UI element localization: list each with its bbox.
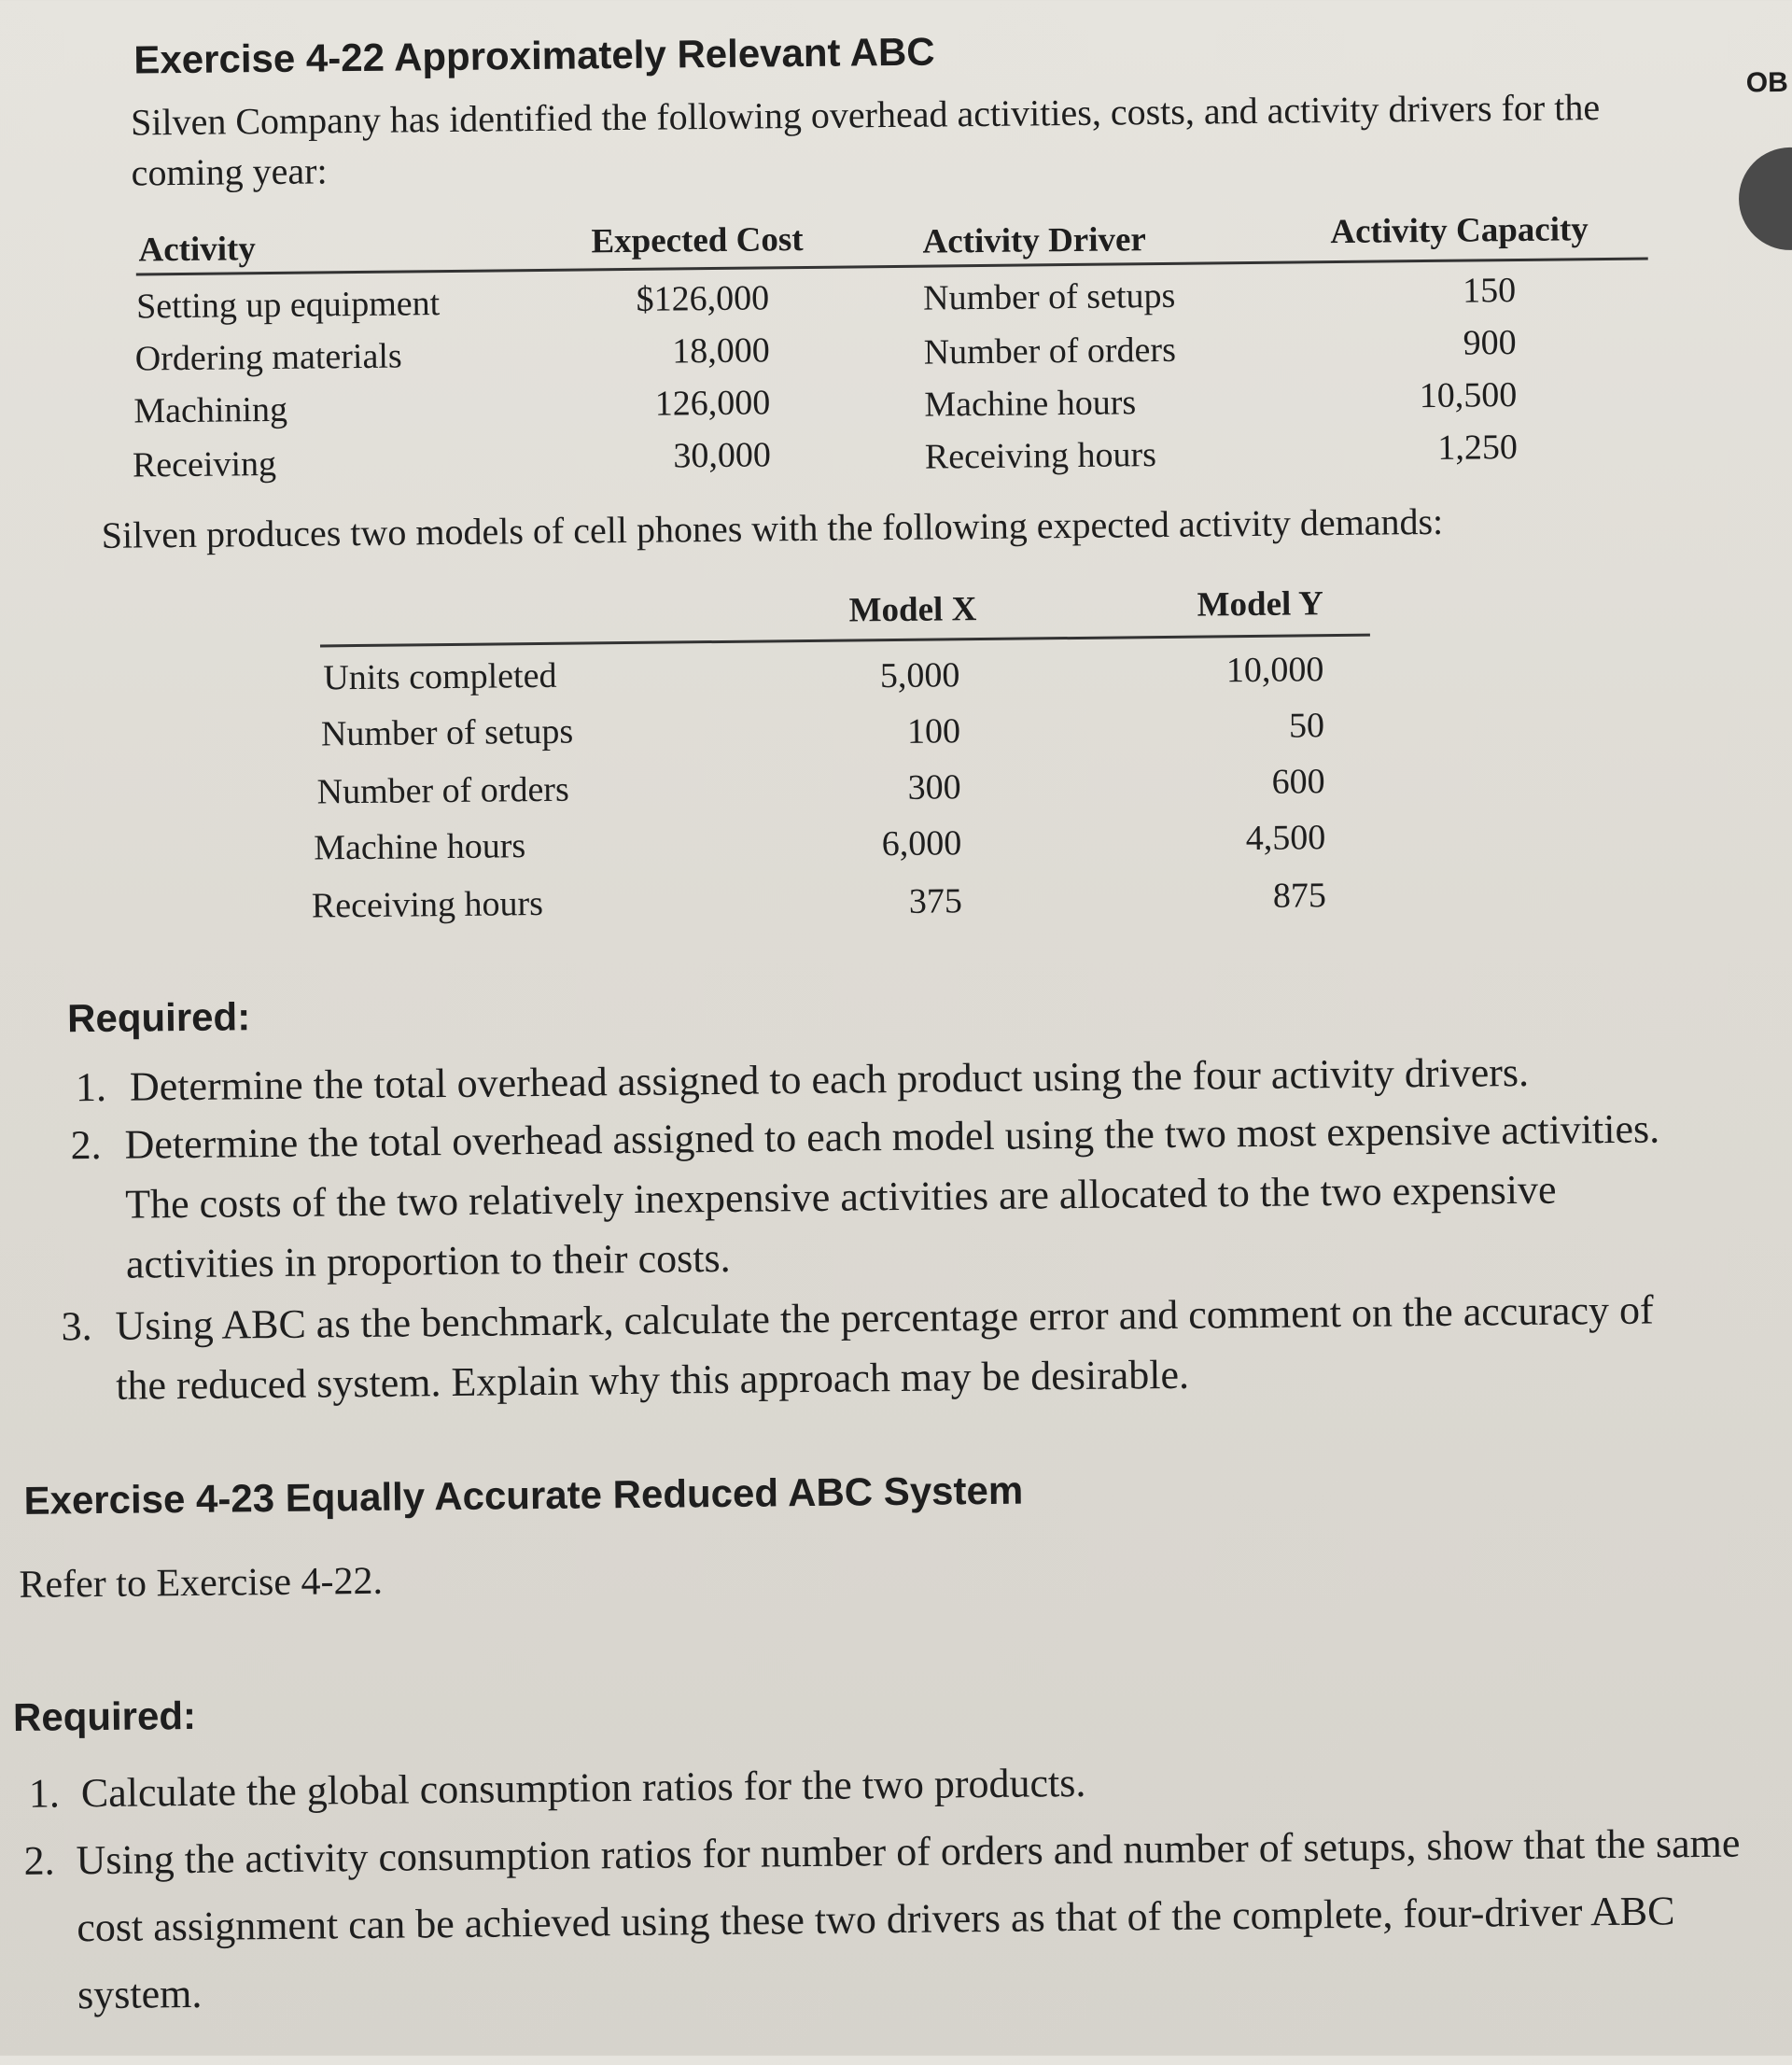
table1-cell: $126,000	[636, 278, 770, 319]
exercise-22-required-heading: Required:	[66, 994, 251, 1041]
table1-header-expected-cost: Expected Cost	[591, 220, 804, 261]
exercise-22-required-item-2	[70, 1099, 1696, 1295]
table2-cell: 50	[1288, 706, 1325, 746]
table2-cell: 875	[1272, 876, 1327, 916]
item-number: 2.	[23, 1837, 55, 1884]
exercise-23-required-heading: Required:	[12, 1693, 197, 1739]
edge-tab-text: OB	[1745, 66, 1788, 99]
table2-cell: Machine hours	[314, 826, 526, 868]
table2-cell: 4,500	[1245, 818, 1326, 859]
table1-cell: Machining	[133, 389, 288, 431]
item-number: 1.	[28, 1770, 61, 1817]
table2-cell: 375	[908, 881, 963, 921]
table2-header-model-y: Model Y	[1197, 584, 1324, 625]
table2-cell: Number of orders	[316, 769, 569, 812]
exercise-23-heading: Exercise 4-23 Equally Accurate Reduced ABC System	[23, 1468, 1024, 1523]
table2-cell: 600	[1271, 762, 1325, 802]
table2-cell: 10,000	[1225, 650, 1324, 691]
item-number: 3.	[61, 1303, 92, 1350]
table2-cell: 300	[907, 767, 961, 808]
table1-cell: Ordering materials	[134, 336, 402, 379]
table1-cell: Machine hours	[924, 383, 1137, 425]
edge-tab-circle	[1738, 147, 1792, 250]
item-text: Determine the total overhead assigned to each product using the four activity drivers.	[129, 1048, 1530, 1110]
table1-cell: 30,000	[673, 435, 772, 476]
table2-cell: 6,000	[881, 823, 962, 864]
table2-header-rule	[320, 634, 1370, 648]
table2-cell: 100	[906, 711, 961, 752]
table1-header-activity-capacity: Activity Capacity	[1330, 210, 1589, 252]
table2-cell: Number of setups	[320, 711, 574, 754]
table1-cell: 126,000	[654, 383, 771, 424]
exercise-23-refer	[19, 1559, 383, 1608]
exercise-22-heading: Exercise 4-22 Approximately Relevant ABC	[133, 29, 935, 82]
table1-cell: Receiving hours	[924, 435, 1157, 477]
item-text: Using the activity consumption ratios for number of orders and number of setups, show that the same cost assignment can be achieved using these two drivers as that of the complete, four-driver ABC system.	[76, 1819, 1741, 2018]
table1-cell: Setting up equipment	[135, 284, 441, 327]
table1-cell: 10,500	[1419, 375, 1518, 416]
refer-text: Refer to Exercise 4-22.	[19, 1559, 384, 1607]
item-text: Determine the total overhead assigned to each model using the two most expensive activities. The costs of the two relatively inexpensive activities are allocated to the two expensive activities in proportion to their costs.	[124, 1105, 1660, 1287]
table1-cell: Number of setups	[922, 275, 1176, 318]
table1-header-activity-driver: Activity Driver	[922, 220, 1147, 261]
table1-cell: 18,000	[671, 330, 770, 372]
exercise-22-intro: Silven Company has identified the following overhead activities, costs, and activity drivers for the coming year:	[130, 86, 1601, 194]
item-text: Calculate the global consumption ratios for the two products.	[80, 1759, 1086, 1817]
item-number: 2.	[70, 1121, 102, 1169]
item-text: Using ABC as the benchmark, calculate the percentage error and comment on the accuracy of the reduced system. Explain why this approach may be desirable.	[115, 1286, 1654, 1409]
table1-header-activity: Activity	[138, 230, 257, 270]
table1-cell: 1,250	[1437, 428, 1519, 468]
table1-cell: Number of orders	[923, 330, 1177, 372]
table1-cell: 150	[1462, 271, 1517, 311]
item-number: 1.	[75, 1063, 107, 1111]
table2-header-model-x: Model X	[848, 590, 977, 630]
table1-cell: Receiving	[132, 443, 277, 485]
table2-cell: 5,000	[879, 655, 960, 696]
exercise-22-intro2: Silven produces two models of cell phones with the following expected activity demands:	[101, 499, 1444, 556]
exercise-23-required-item-2	[23, 1809, 1780, 2030]
table2-cell: Receiving hours	[311, 883, 544, 926]
exercise-22-required-item-3	[61, 1280, 1686, 1416]
table1-cell: 900	[1463, 323, 1517, 363]
table2-cell: Units completed	[323, 655, 557, 698]
